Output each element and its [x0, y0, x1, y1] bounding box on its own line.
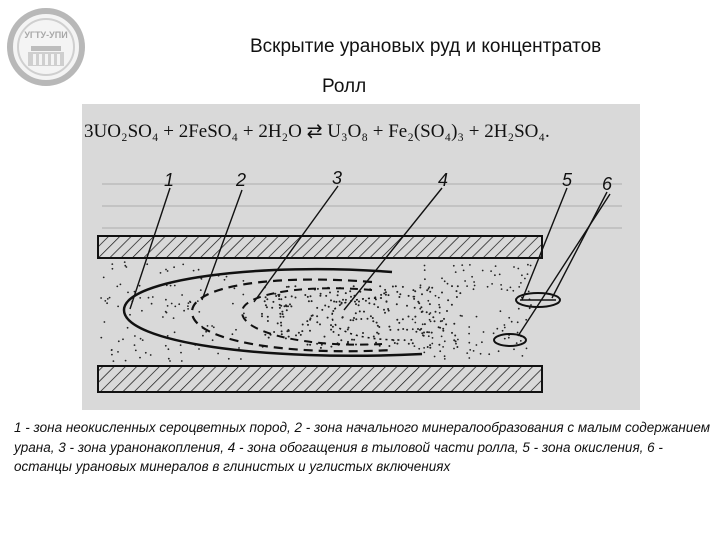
- mineral-remnant-lower: [494, 334, 526, 346]
- zone-2-boundary: [192, 280, 392, 352]
- callout-1: 1: [164, 170, 175, 190]
- slide-title: Вскрытие урановых руд и концентратов: [250, 36, 602, 57]
- callout-3: 3: [332, 168, 343, 188]
- callout-5: 5: [562, 170, 573, 190]
- callout-2: 2: [236, 170, 247, 190]
- callout-4: 4: [438, 170, 449, 190]
- faint-background-lines: [102, 184, 622, 228]
- lower-rock-layer: [98, 366, 542, 392]
- slide-subtitle: Ролл: [322, 76, 367, 97]
- roll-diagram: [82, 104, 640, 410]
- logo-text: УГТУ-УПИ: [24, 30, 68, 40]
- figure-caption: 1 - зона неокисленных сероцветных пород, 2 - зона начального минералообразования с малым содержанием урана, 3 - зона уранонакопления, 4 - зона обогащения в тыловой части ролла, 5 - зона окисления, 6 - останцы урановых минералов в глинистых и углистых включениях: [14, 420, 710, 474]
- university-logo: [6, 6, 86, 88]
- ore-zone-stipple: [100, 261, 532, 362]
- chemical-equation: 3UO₂SO₄ + 2FeSO₄ + 2H₂O ⇄ U₃O₈ + Fe₂(SO₄)₃ + 2H₂SO₄.: [84, 121, 550, 142]
- callout-6: 6: [602, 174, 613, 194]
- zone-1-boundary: [124, 269, 422, 356]
- leader-lines: [130, 186, 610, 336]
- upper-rock-layer: [98, 236, 542, 258]
